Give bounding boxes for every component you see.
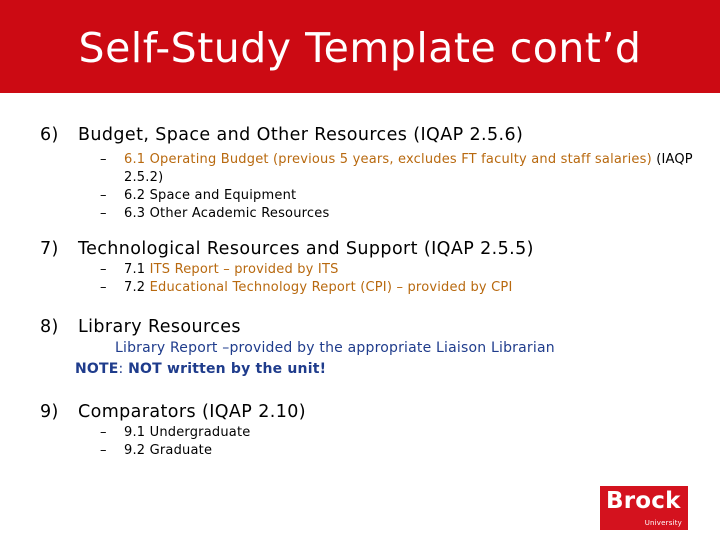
section-heading xyxy=(40,238,699,260)
list-item xyxy=(100,151,699,187)
item-suffix: (IAQP 2.5.2) xyxy=(124,152,693,185)
item-text: 9.1 Undergraduate xyxy=(124,425,251,440)
note-line xyxy=(75,359,555,380)
slide-title: Self-Study Template cont’d xyxy=(78,23,642,72)
section-title: Budget, Space and Other Resources (IQAP 2.5.6) xyxy=(78,125,524,145)
section-number: 8) xyxy=(40,317,59,337)
section-heading xyxy=(40,401,699,423)
dash: – xyxy=(100,425,107,440)
dash: – xyxy=(100,280,107,295)
list-item xyxy=(100,261,699,279)
dash: – xyxy=(100,188,107,203)
list-item xyxy=(100,442,699,460)
note-colon: : xyxy=(118,361,129,377)
sub-list xyxy=(100,424,699,460)
list-item xyxy=(100,424,699,442)
dash: – xyxy=(100,206,107,221)
sub-list xyxy=(100,261,699,297)
item-text: ITS Report – provided by ITS xyxy=(149,262,339,277)
title-bar xyxy=(0,0,720,93)
item-text: 6.3 Other Academic Resources xyxy=(124,206,330,221)
dash: – xyxy=(100,152,107,167)
note-label: NOTE xyxy=(75,361,119,377)
section-heading xyxy=(40,124,699,146)
section-number: 9) xyxy=(40,402,59,422)
logo-sub: University xyxy=(644,519,682,527)
list-item xyxy=(100,279,699,297)
list-item xyxy=(100,205,699,223)
section-number: 6) xyxy=(40,125,59,145)
item-text: Educational Technology Report (CPI) – provided by CPI xyxy=(149,280,513,295)
section-title: Library Resources xyxy=(78,317,241,337)
section-7 xyxy=(40,238,699,297)
item-text: 6.1 Operating Budget (previous 5 years, excludes FT faculty and staff salaries) xyxy=(124,152,652,167)
note-text: NOT written by the unit! xyxy=(128,361,327,377)
item-prefix: 7.2 xyxy=(124,280,150,295)
item-prefix: 7.1 xyxy=(124,262,150,277)
dash: – xyxy=(100,443,107,458)
section-number: 7) xyxy=(40,239,59,259)
item-text: 9.2 Graduate xyxy=(124,443,213,458)
logo-brand: Brock xyxy=(606,488,681,514)
sub-list xyxy=(100,151,699,223)
list-item xyxy=(100,187,699,205)
section-9 xyxy=(40,401,699,460)
section-6 xyxy=(40,124,699,223)
section-heading xyxy=(40,316,555,338)
dash: – xyxy=(100,262,107,277)
library-report-line: Library Report –provided by the appropriate Liaison Librarian xyxy=(115,340,555,356)
section-8 xyxy=(40,316,555,380)
section-title: Comparators (IQAP 2.10) xyxy=(78,402,307,422)
brock-university-logo xyxy=(600,486,688,530)
section-title: Technological Resources and Support (IQAP 2.5.5) xyxy=(78,239,534,259)
item-text: 6.2 Space and Equipment xyxy=(124,188,297,203)
